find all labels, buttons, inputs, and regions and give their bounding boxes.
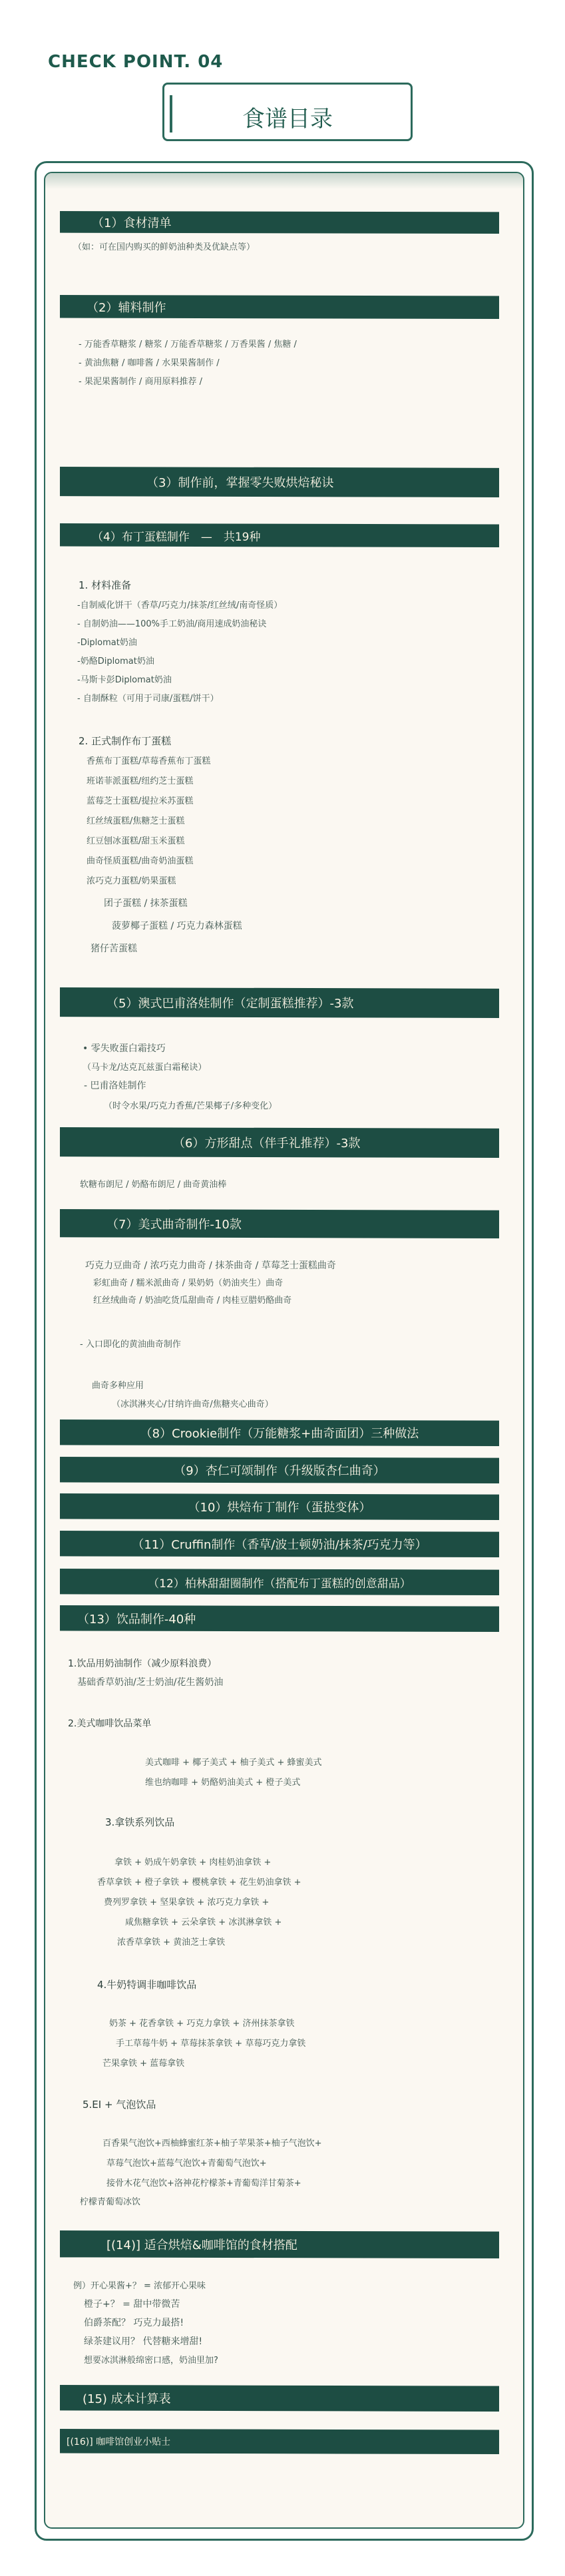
section-12-header: （12）柏林甜甜圈制作（搭配布丁蛋糕的创意甜品） (60, 1569, 499, 1595)
section-5-line: （马卡龙/达克瓦兹蛋白霜秘诀） (83, 1063, 207, 1073)
section-2-header: （2）辅料制作 (60, 295, 499, 319)
section-7-line: 红丝绒曲奇 / 奶油吃货瓜甜曲奇 / 肉桂豆腊奶酪曲奇 (93, 1296, 292, 1306)
section-13-line: 基础香草奶油/芝士奶油/花生酱奶油 (77, 1677, 224, 1688)
section-4-header: （4）布丁蛋糕制作 — 共19种 (60, 523, 499, 547)
section-6-header: （6）方形甜点（伴手礼推荐）-3款 (60, 1127, 499, 1158)
section-13-line: 手工草莓牛奶 + 草莓抹茶拿铁 + 草莓巧克力拿铁 (116, 2039, 306, 2049)
section-4-line: 蓝莓芝士蛋糕/提拉米苏蛋糕 (87, 796, 194, 806)
section-13-line: 费列罗拿铁 + 坚果拿铁 + 浓巧克力拿铁 + (104, 1898, 270, 1908)
section-14-line: 例）开心果酱+？ = 浓郁开心果味 (73, 2281, 206, 2291)
section-13-line: 1.饮品用奶油制作（减少原料浪费） (68, 1659, 217, 1669)
section-7-header: （7）美式曲奇制作-10款 (60, 1209, 499, 1238)
section-13-header: （13）饮品制作-40种 (60, 1605, 499, 1632)
section-7-line: （冰淇淋夹心/甘纳许曲奇/焦糖夹心曲奇） (112, 1400, 274, 1410)
page-title-box (162, 83, 413, 141)
section-14-header: [(14)] 适合烘焙&咖啡馆的食材搭配 (60, 2230, 499, 2258)
section-13-line: 百香果气泡饮+西柚蜂蜜红茶+柚子苹果茶+柚子气泡饮+ (102, 2139, 322, 2149)
section-7-line: 曲奇多种应用 (92, 1381, 144, 1391)
section-10-header: （10）烘焙布丁制作（蛋挞变体） (60, 1493, 499, 1520)
section-4-line: - 自制酥粒（可用于司康/蛋糕/饼干） (77, 694, 219, 704)
section-4-line: 团子蛋糕 / 抹茶蛋糕 (104, 898, 188, 909)
section-4-line: 红豆刨冰蛋糕/甜玉米蛋糕 (87, 836, 185, 846)
section-4-line: -奶酪Diplomat奶油 (77, 656, 154, 666)
section-13-line: 维也纳咖啡 + 奶酪奶油美式 + 橙子美式 (145, 1778, 301, 1788)
section-13-line: 香草拿铁 + 橙子拿铁 + 樱桃拿铁 + 花生奶油拿铁 + (97, 1878, 301, 1888)
section-13-line: 拿铁 + 奶成午奶拿铁 + 肉桂奶油拿铁 + (114, 1858, 272, 1868)
section-4-line: 1. 材料准备 (79, 579, 132, 591)
section-5-line: （时令水果/巧克力香蕉/芒果椰子/多种变化） (104, 1101, 278, 1111)
page-title: 食谱目录 (242, 106, 333, 132)
section-2-line: - 黄油焦糖 / 咖啡酱 / 水果果酱制作 / (79, 358, 220, 368)
section-13-line: 芒果拿铁 + 蓝莓拿铁 (102, 2059, 185, 2069)
section-4-line: 浓巧克力蛋糕/奶果蛋糕 (87, 876, 176, 886)
section-14-line: 伯爵茶配？ 巧克力最搭! (84, 2318, 184, 2328)
section-14-line: 橙子+？ = 甜中带微苦 (84, 2299, 180, 2310)
check-point-kicker: CHECK POINT. 04 (48, 52, 224, 72)
section-4-line: 2. 正式制作布丁蛋糕 (79, 735, 172, 747)
section-2-line: - 万能香草糖浆 / 糖浆 / 万能香草糖浆 / 万香果酱 / 焦糖 / (79, 340, 297, 350)
section-13-line: 3.拿铁系列饮品 (105, 1816, 175, 1828)
section-4-line: -Diplomat奶油 (77, 638, 137, 648)
section-4-line: 班诺菲派蛋糕/纽约芝士蛋糕 (87, 776, 194, 786)
section-9-header: （9）杏仁可颂制作（升级版杏仁曲奇） (60, 1457, 499, 1483)
section-8-header: （8）Crookie制作（万能糖浆+曲奇面团）三种做法 (60, 1419, 499, 1446)
section-4-line: 红丝绒蛋糕/焦糖芝士蛋糕 (87, 816, 185, 826)
section-4-line: 曲奇怪质蛋糕/曲奇奶油蛋糕 (87, 856, 194, 866)
section-5-line: - 巴甫洛娃制作 (84, 1081, 146, 1091)
section-14-line: 绿茶建议用？ 代替糖来增甜! (84, 2336, 203, 2347)
section-13-line: 美式咖啡 + 椰子美式 + 柚子美式 + 蜂蜜美式 (145, 1758, 322, 1768)
section-15-header: (15) 成本计算表 (60, 2385, 499, 2412)
section-13-line: 4.牛奶特调非咖啡饮品 (97, 1979, 197, 1991)
section-14-line: 想要冰淇淋般绵密口感，奶油里加? (84, 2356, 218, 2366)
section-5-header: （5）澳式巴甫洛娃制作（定制蛋糕推荐）-3款 (60, 987, 499, 1018)
section-6-line: 软糖布朗尼 / 奶酪布朗尼 / 曲奇黄油棒 (80, 1180, 227, 1190)
section-11-header: （11）Cruffin制作（香草/波士顿奶油/抹茶/巧克力等） (60, 1531, 499, 1557)
section-4-line: 猪仔苦蛋糕 (91, 943, 137, 954)
section-13-line: 咸焦糖拿铁 + 云朵拿铁 + 冰淇淋拿铁 + (125, 1918, 282, 1928)
content-panel (44, 172, 524, 2529)
section-4-line: 香蕉布丁蛋糕/草莓香蕉布丁蛋糕 (87, 756, 211, 766)
section-13-line: 草莓气泡饮+蓝莓气泡饮+青葡萄气泡饮+ (106, 2159, 267, 2169)
section-7-line: - 入口即化的黄油曲奇制作 (80, 1340, 181, 1350)
section-5-line: • 零失败蛋白霜技巧 (83, 1043, 166, 1054)
section-3-header: （3）制作前，掌握零失败烘焙秘诀 (60, 467, 499, 497)
section-13-line: 浓香草拿铁 + 黄油芝士拿铁 (117, 1937, 226, 1947)
section-4-line: -马斯卡彭Diplomat奶油 (77, 675, 172, 685)
section-13-line: 奶茶 + 花香拿铁 + 巧克力拿铁 + 济州抹茶拿铁 (109, 2019, 295, 2029)
section-16-header: [(16)] 咖啡馆创业小贴士 (60, 2429, 499, 2454)
section-1-note: （如：可在国内购买的鲜奶油种类及优缺点等） (73, 242, 256, 252)
section-2-line: - 果泥果酱制作 / 商用原料推荐 / (79, 377, 202, 387)
section-13-line: 5.EI + 气泡饮品 (83, 2099, 156, 2111)
section-4-line: - 自制奶油——100%手工奶油/商用速成奶油秘诀 (77, 619, 267, 629)
section-4-line: -自制威化饼干（香草/巧克力/抹茶/红丝绒/南奇怪质） (77, 601, 283, 611)
section-13-line: 柠檬青葡萄冰饮 (80, 2197, 141, 2207)
section-7-line: 彩虹曲奇 / 糯米派曲奇 / 果奶奶（奶油夹生）曲奇 (93, 1278, 283, 1288)
section-1-header: （1）食材清单 (60, 211, 499, 234)
section-13-line: 接骨木花气泡饮+洛神花柠檬茶+青葡萄洋甘菊茶+ (106, 2179, 301, 2189)
section-13-line: 2.美式咖啡饮品菜单 (68, 1718, 152, 1729)
section-4-line: 菠萝椰子蛋糕 / 巧克力森林蛋糕 (112, 921, 242, 931)
section-7-line: 巧克力豆曲奇 / 浓巧克力曲奇 / 抹茶曲奇 / 草莓芝士蛋糕曲奇 (85, 1260, 336, 1271)
